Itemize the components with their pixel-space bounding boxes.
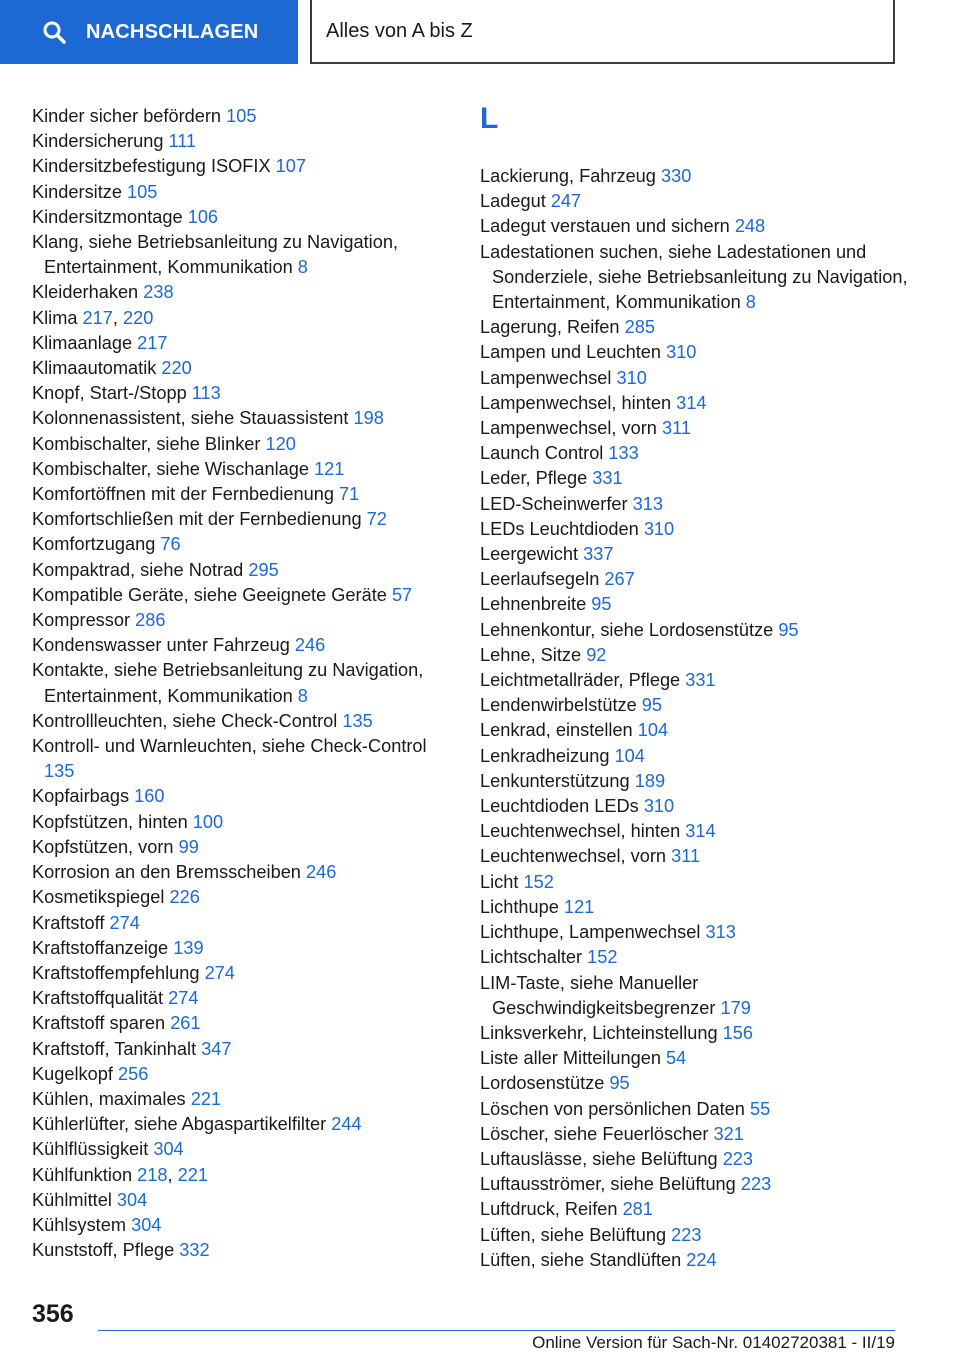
index-term: Lichthupe <box>480 896 559 917</box>
index-entry <box>480 517 910 542</box>
index-entry <box>32 406 452 431</box>
index-entry <box>480 1071 910 1096</box>
index-entry <box>32 835 452 860</box>
index-term: Lagerung, Reifen <box>480 317 620 338</box>
index-entry <box>32 457 452 482</box>
index-entry <box>480 466 910 491</box>
index-term: LIM-Taste, siehe Manueller Geschwindigkeitsbegrenzer <box>480 972 716 1018</box>
page-link[interactable]: 120 <box>265 433 296 454</box>
page-link[interactable]: 337 <box>583 544 614 565</box>
index-entry <box>32 986 452 1011</box>
page-link[interactable]: 152 <box>523 871 554 892</box>
index-term: Leichtmetallräder, Pflege <box>480 670 681 691</box>
index-entry <box>32 658 452 708</box>
index-term: Lehne, Sitze <box>480 644 582 665</box>
page-link[interactable]: 313 <box>632 493 663 514</box>
index-term: Kopfstützen, vorn <box>32 836 174 857</box>
page-link[interactable]: 310 <box>643 796 675 817</box>
index-entry <box>32 608 452 633</box>
index-entry <box>32 961 452 986</box>
index-list-right <box>480 164 910 1273</box>
index-entry <box>480 1147 910 1172</box>
page-link[interactable]: 55 <box>749 1098 771 1119</box>
index-term: Leergewicht <box>480 544 579 565</box>
index-entry <box>480 618 910 643</box>
index-column-left <box>32 104 452 1263</box>
page-link[interactable]: 76 <box>160 534 181 555</box>
index-term: Lampenwechsel, vorn <box>480 418 657 439</box>
page-link[interactable]: 156 <box>722 1022 754 1043</box>
page-link[interactable]: 285 <box>624 317 655 338</box>
index-term: Kindersitzmontage <box>32 206 183 227</box>
index-term: Kraftstoffanzeige <box>32 937 169 958</box>
page-link[interactable]: 261 <box>170 1013 201 1034</box>
index-term: Kühlerlüfter, siehe Abgaspartikelfilter <box>32 1114 327 1135</box>
page-link[interactable]: 321 <box>713 1123 744 1144</box>
index-entry <box>32 482 452 507</box>
page-link[interactable]: 198 <box>353 408 384 429</box>
index-entry <box>32 1011 452 1036</box>
page-link[interactable]: 256 <box>117 1063 149 1084</box>
page-link[interactable]: 95 <box>591 594 612 615</box>
index-term: Leder, Pflege <box>480 468 588 489</box>
page-link[interactable]: 111 <box>168 131 197 152</box>
page-link[interactable]: 310 <box>666 342 697 363</box>
page-link[interactable]: 313 <box>705 922 736 943</box>
index-entry <box>480 819 910 844</box>
page-link[interactable]: 104 <box>614 745 645 766</box>
index-term: Kombischalter, siehe Wischanlage <box>32 458 309 479</box>
index-entry <box>480 769 910 794</box>
index-term: Luftauslässe, siehe Belüftung <box>480 1148 718 1169</box>
index-entry: Klima 217, 220 <box>32 307 154 328</box>
index-entry <box>480 668 910 693</box>
page-link[interactable]: 160 <box>134 786 165 807</box>
index-term: Löschen von persönlichen Daten <box>480 1098 745 1119</box>
index-term: Lampen und Leuchten <box>480 342 662 363</box>
index-entry <box>480 366 910 391</box>
index-entry <box>32 633 452 658</box>
page-link[interactable]: 304 <box>116 1189 148 1210</box>
index-term: Leuchtdioden LEDs <box>480 796 639 817</box>
page-link[interactable]: 247 <box>550 191 582 212</box>
index-term: Kopfstützen, hinten <box>32 811 188 832</box>
index-entry <box>32 583 452 608</box>
index-term: Kraftstoffqualität <box>32 988 164 1009</box>
page-link[interactable]: 105 <box>127 181 158 202</box>
index-entry <box>32 230 452 280</box>
page-link[interactable]: 54 <box>666 1048 687 1069</box>
page-link[interactable]: 179 <box>720 997 751 1018</box>
index-entry <box>32 432 452 457</box>
page-link[interactable]: 100 <box>192 811 224 832</box>
page-link[interactable]: 95 <box>609 1073 630 1094</box>
page-link[interactable]: 310 <box>643 518 675 539</box>
index-column-right <box>480 104 910 1273</box>
index-entry <box>480 189 910 214</box>
index-entry <box>480 971 910 1021</box>
index-term: Lampenwechsel, hinten <box>480 392 672 413</box>
index-entry <box>32 381 452 406</box>
page-link[interactable]: 304 <box>131 1214 162 1235</box>
page-link[interactable]: 246 <box>294 635 326 656</box>
index-term: Luftausströmer, siehe Belüftung <box>480 1174 736 1195</box>
index-entry <box>32 104 452 129</box>
index-term: Komfortöffnen mit der Fernbedienung <box>32 484 334 505</box>
index-term: Komfortzugang <box>32 534 156 555</box>
index-entry <box>480 1046 910 1071</box>
index-entry <box>480 492 910 517</box>
index-term: Kompatible Geräte, siehe Geeignete Geräte <box>32 584 387 605</box>
index-term: Kondenswasser unter Fahrzeug <box>32 635 290 656</box>
index-term: Löscher, siehe Feuerlöscher <box>480 1123 709 1144</box>
index-entry <box>480 794 910 819</box>
page-link[interactable]: 106 <box>187 206 219 227</box>
page-number: 356 <box>32 1300 74 1328</box>
index-entry <box>480 1197 910 1222</box>
index-entry <box>480 920 910 945</box>
index-entry <box>480 416 910 441</box>
page-link[interactable]: 220 <box>161 358 192 379</box>
nachschlagen-tab[interactable] <box>0 0 298 64</box>
index-term: Linksverkehr, Lichteinstellung <box>480 1022 718 1043</box>
index-entry <box>32 507 452 532</box>
page-link[interactable]: 248 <box>734 216 766 237</box>
index-entry <box>32 810 452 835</box>
index-entry <box>32 1238 452 1263</box>
index-term: Kindersicherung <box>32 131 164 152</box>
index-entry <box>32 936 452 961</box>
page-link[interactable]: 238 <box>143 282 174 303</box>
index-term: Kraftstoff <box>32 912 105 933</box>
page-link[interactable]: 274 <box>109 912 140 933</box>
index-term: LED-Scheinwerfer <box>480 493 628 514</box>
index-term: Lampenwechsel <box>480 367 612 388</box>
page-link[interactable]: 217 <box>137 332 168 353</box>
page-link[interactable]: 92 <box>586 644 607 665</box>
page-link[interactable]: 217 <box>82 307 113 328</box>
index-term: Kontroll- und Warnleuchten, siehe Check-Control <box>32 736 427 757</box>
index-term: Kindersitzbefestigung ISOFIX <box>32 156 271 177</box>
page-link[interactable]: 218 <box>137 1164 168 1185</box>
index-term: Leuchtenwechsel, hinten <box>480 821 681 842</box>
page-link[interactable]: 223 <box>740 1174 772 1195</box>
index-entry <box>480 542 910 567</box>
page-link[interactable]: 304 <box>153 1139 184 1160</box>
page-link[interactable]: 314 <box>676 392 707 413</box>
index-term: Leuchtenwechsel, vorn <box>480 846 667 867</box>
index-entry <box>480 945 910 970</box>
index-term: Kühlfunktion <box>32 1164 133 1185</box>
page-link[interactable]: 331 <box>685 670 716 691</box>
index-term: Lenkunterstützung <box>480 770 630 791</box>
index-entry <box>32 1213 452 1238</box>
index-entry <box>480 315 910 340</box>
index-term: Kraftstoffempfehlung <box>32 962 200 983</box>
index-term: Ladegut verstauen und sichern <box>480 216 730 237</box>
index-term: Kugelkopf <box>32 1063 113 1084</box>
index-term: Launch Control <box>480 443 604 464</box>
page-link[interactable]: 244 <box>331 1114 362 1135</box>
index-term: Ladestationen suchen, siehe Ladestationen und Sonderziele, siehe Betriebsanleitung zu Navigation, Entertainment, Kommunikation <box>480 241 908 313</box>
page-link[interactable]: 95 <box>641 695 663 716</box>
page-link[interactable]: 121 <box>563 896 595 917</box>
index-entry <box>32 1062 452 1087</box>
index-term: Kompressor <box>32 610 131 631</box>
index-entry <box>480 844 910 869</box>
page-link[interactable]: 223 <box>722 1148 754 1169</box>
index-term: Lichtschalter <box>480 947 583 968</box>
index-term: Kühlsystem <box>32 1214 127 1235</box>
page-link[interactable]: 347 <box>201 1038 232 1059</box>
page-link[interactable]: 226 <box>169 887 200 908</box>
index-entry <box>32 1087 452 1112</box>
index-term: Klimaautomatik <box>32 358 157 379</box>
index-term: Lehnenkontur, siehe Lordosenstütze <box>480 619 774 640</box>
page-link[interactable]: 8 <box>745 292 756 313</box>
page-link[interactable]: 274 <box>168 988 199 1009</box>
index-entry <box>32 532 452 557</box>
page-link[interactable]: 223 <box>671 1224 702 1245</box>
index-entry <box>480 240 910 316</box>
section-title: Alles von A bis Z <box>310 0 895 64</box>
page-link[interactable]: 274 <box>204 962 235 983</box>
index-term: Liste aller Mitteilungen <box>480 1048 661 1069</box>
index-entry <box>480 214 910 239</box>
index-entry <box>480 164 910 189</box>
index-entry <box>480 895 910 920</box>
index-term: Lenkradheizung <box>480 745 610 766</box>
page-link[interactable]: 311 <box>661 418 691 439</box>
page-link[interactable]: 135 <box>342 710 373 731</box>
index-term: Kolonnenassistent, siehe Stauassistent <box>32 408 349 429</box>
page-link[interactable]: 152 <box>587 947 618 968</box>
index-entry <box>32 784 452 809</box>
page-link[interactable]: 310 <box>616 367 647 388</box>
index-term: Kindersitze <box>32 181 122 202</box>
page-link[interactable]: 107 <box>275 156 306 177</box>
page-link[interactable]: 139 <box>173 937 204 958</box>
index-entry <box>32 709 452 734</box>
footer-version-text: Online Version für Sach-Nr. 01402720381 - II/19 <box>532 1333 895 1352</box>
index-term: Kontrollleuchten, siehe Check-Control <box>32 710 338 731</box>
page-link[interactable]: 286 <box>135 610 166 631</box>
page-link[interactable]: 221 <box>177 1164 208 1185</box>
index-term: Kinder sicher befördern <box>32 106 222 126</box>
index-term: Licht <box>480 871 519 892</box>
index-entry <box>32 911 452 936</box>
index-term: Knopf, Start-/Stopp <box>32 383 187 404</box>
index-entry <box>480 441 910 466</box>
index-term: Leerlaufsegeln <box>480 569 600 590</box>
index-term: Klang, siehe Betriebsanleitung zu Navigation, Entertainment, Kommunikation <box>32 232 399 278</box>
index-term: Lichthupe, Lampenwechsel <box>480 922 701 943</box>
index-entry <box>480 1021 910 1046</box>
page-link[interactable]: 72 <box>366 509 387 530</box>
page-link[interactable]: 71 <box>339 484 360 505</box>
index-entry <box>480 1223 910 1248</box>
index-term: Kontakte, siehe Betriebsanleitung zu Navigation, Entertainment, Kommunikation <box>32 660 424 706</box>
page-link[interactable]: 314 <box>685 821 716 842</box>
page-link[interactable]: 105 <box>226 106 257 126</box>
index-entry <box>32 885 452 910</box>
page-link[interactable]: 295 <box>248 559 279 580</box>
tab-label: NACHSCHLAGEN <box>86 20 259 43</box>
index-term: Lordosenstütze <box>480 1073 605 1094</box>
page-link[interactable]: 95 <box>778 619 799 640</box>
page-link[interactable]: 113 <box>191 383 221 404</box>
index-entry <box>32 558 452 583</box>
index-entry <box>480 718 910 743</box>
index-entry <box>480 1097 910 1122</box>
index-entry <box>480 870 910 895</box>
index-entry <box>480 391 910 416</box>
index-entry <box>32 1137 452 1162</box>
page-link[interactable]: 135 <box>44 761 75 782</box>
index-entry <box>32 356 452 381</box>
index-entry <box>480 592 910 617</box>
section-letter: L <box>480 102 499 135</box>
page-link[interactable]: 331 <box>592 468 623 489</box>
index-term: Kunststoff, Pflege <box>32 1240 175 1261</box>
page-link[interactable]: 8 <box>297 257 308 278</box>
index-term: Lüften, siehe Belüftung <box>480 1224 667 1245</box>
index-term: Kühlen, maximales <box>32 1088 186 1109</box>
index-term: Komfortschließen mit der Fernbedienung <box>32 509 362 530</box>
index-term: Kühlmittel <box>32 1189 112 1210</box>
index-term: Kühlflüssigkeit <box>32 1139 149 1160</box>
index-entry <box>32 280 452 305</box>
index-entry <box>480 643 910 668</box>
page-link[interactable]: 189 <box>634 770 666 791</box>
index-entry <box>32 1112 452 1137</box>
page-link[interactable]: 220 <box>123 307 154 328</box>
index-term: Luftdruck, Reifen <box>480 1199 618 1220</box>
index-entry <box>32 180 452 205</box>
index-term: Kraftstoff, Tankinhalt <box>32 1038 197 1059</box>
page-link[interactable]: 330 <box>660 166 692 186</box>
index-entry <box>480 1122 910 1147</box>
index-entry <box>480 744 910 769</box>
search-icon <box>42 20 66 44</box>
page-link[interactable]: 281 <box>622 1199 653 1220</box>
index-term: Lüften, siehe Standlüften <box>480 1249 682 1270</box>
page-link[interactable]: 104 <box>637 720 669 741</box>
index-entry <box>480 693 910 718</box>
index-term: Lendenwirbelstütze <box>480 695 637 716</box>
index-term: Lackierung, Fahrzeug <box>480 166 656 186</box>
index-entry <box>480 1248 910 1273</box>
index-term: Korrosion an den Bremsscheiben <box>32 862 301 883</box>
index-entry <box>32 860 452 885</box>
index-entry: Kühlfunktion 218, 221 <box>32 1164 208 1185</box>
index-term: Lenkrad, einstellen <box>480 720 633 741</box>
index-entry <box>32 331 452 356</box>
index-entry <box>32 1188 452 1213</box>
page-link[interactable]: 267 <box>604 569 635 590</box>
index-entry <box>32 1037 452 1062</box>
index-term: Klimaanlage <box>32 332 133 353</box>
page-link[interactable]: 221 <box>190 1088 222 1109</box>
index-entry <box>32 154 452 179</box>
index-entry <box>32 734 452 784</box>
page-link[interactable]: 224 <box>686 1249 717 1270</box>
page-link[interactable]: 133 <box>608 443 639 464</box>
index-entry <box>480 1172 910 1197</box>
page-link[interactable]: 99 <box>178 836 199 857</box>
index-term: Kosmetikspiegel <box>32 887 165 908</box>
page-link[interactable]: 311 <box>671 846 701 867</box>
index-term: Kleiderhaken <box>32 282 139 303</box>
index-term: Kopfairbags <box>32 786 130 807</box>
index-term: Klima <box>32 307 78 328</box>
index-term: Kraftstoff sparen <box>32 1013 166 1034</box>
index-entry <box>32 205 452 230</box>
index-term: Kompaktrad, siehe Notrad <box>32 559 244 580</box>
page-link[interactable]: 332 <box>179 1240 210 1261</box>
index-term: Kombischalter, siehe Blinker <box>32 433 261 454</box>
page-link[interactable]: 121 <box>314 458 345 479</box>
index-entry <box>480 340 910 365</box>
index-term: Ladegut <box>480 191 546 212</box>
footer-divider <box>98 1330 895 1331</box>
page-link[interactable]: 57 <box>391 584 413 605</box>
index-entry <box>32 129 452 154</box>
index-term: Lehnenbreite <box>480 594 587 615</box>
page-link[interactable]: 246 <box>306 862 337 883</box>
index-term: LEDs Leuchtdioden <box>480 518 639 539</box>
page-link[interactable]: 8 <box>297 685 308 706</box>
index-entry <box>480 567 910 592</box>
